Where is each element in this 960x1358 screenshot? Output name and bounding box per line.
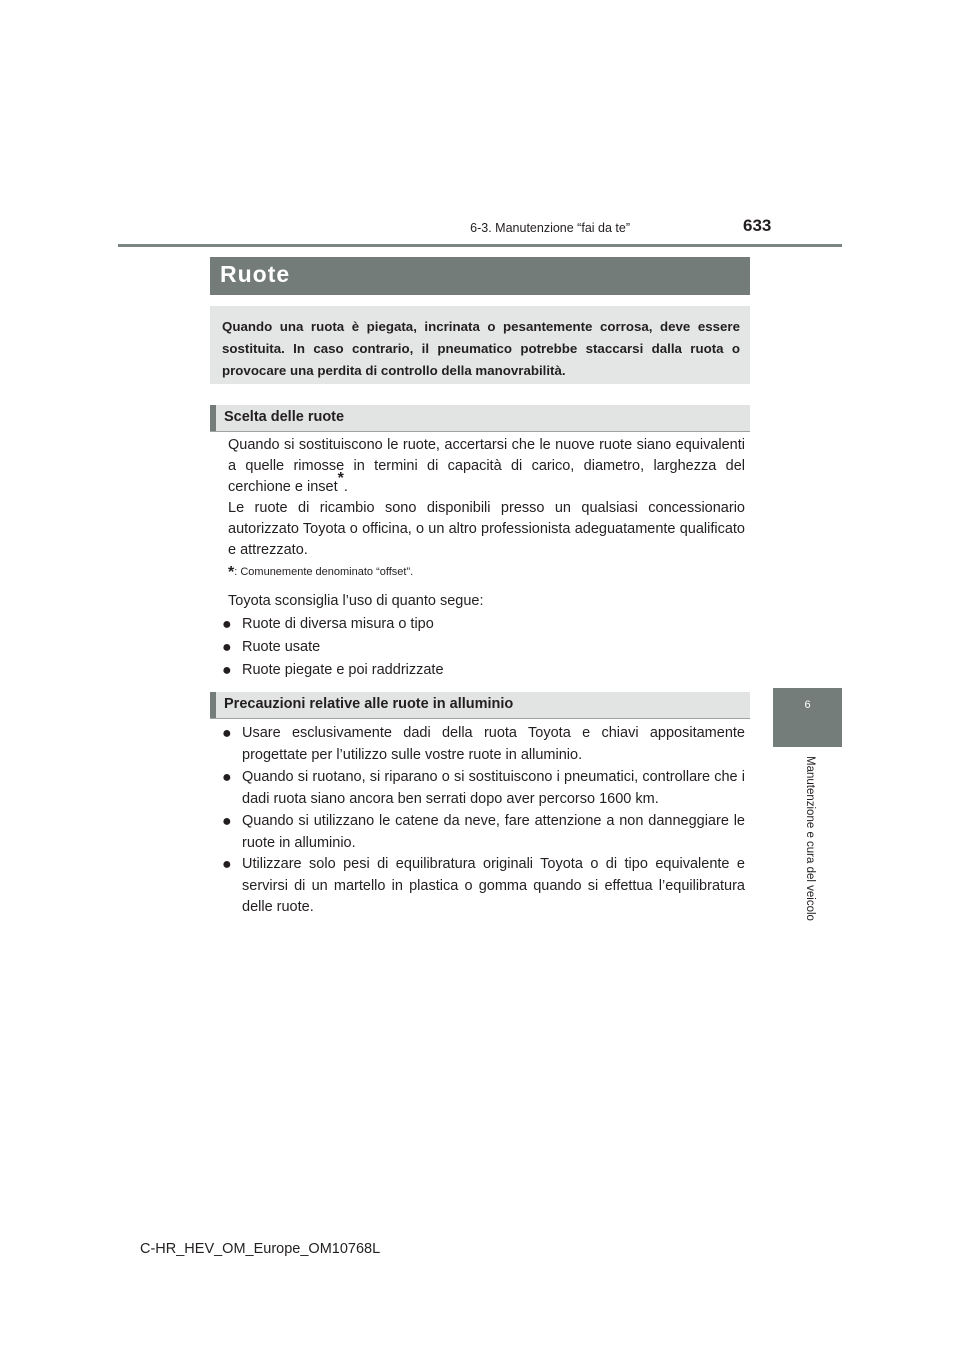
chapter-tab [773,688,842,747]
list-item [222,637,745,659]
footnote [228,564,413,582]
chapter-label: Manutenzione e cura del veicolo [804,756,816,921]
chapter-number: 6 [804,699,811,711]
list-item-text: Ruote usate [242,639,321,655]
paragraph-spare-wheels: Le ruote di ricambio sono disponibili presso un qualsiasi concessionario autorizzato Toyota o officina, o un altro professionista adeguatamente qualificato e attrezzato. [228,500,745,558]
list-item [222,723,745,766]
footer-document-id: C-HR_HEV_OM_Europe_OM10768L [140,1241,381,1257]
header-section-title: 6-3. Manutenzione “fai da te” [470,221,630,235]
bullet-icon: ● [222,725,232,742]
bullet-icon: ● [222,813,232,830]
intro-box [210,306,750,384]
list-item-text: Ruote piegate e poi raddrizzate [242,662,444,678]
intro-text: Quando una ruota è piegata, incrinata o pesantemente corrosa, deve essere sostituita. In caso contrario, il pneumatico potrebbe staccarsi dalla ruota o provocare una perdita di controllo della manovrabilità. [222,319,740,378]
bullet-icon: ● [222,639,232,656]
section-heading-alluminio [210,692,750,719]
page-title: Ruote [220,261,291,287]
list-item [222,854,745,919]
list-item [222,614,745,636]
list-item-text: Quando si ruotano, si riparano o si sostituiscono i pneumatici, controllare che i dadi ruota siano ancora ben serrati dopo aver percorso 1600 km. [242,769,745,807]
asterisk-mark: * [337,470,344,488]
bullet-icon: ● [222,616,232,633]
section-heading-text: Precauzioni relative alle ruote in alluminio [224,696,514,712]
bullet-icon: ● [222,662,232,679]
footnote-asterisk: * [228,564,235,581]
bullet-icon: ● [222,856,232,873]
list-item [222,660,745,682]
recommendation-text: Toyota sconsiglia l’uso di quanto segue: [228,593,484,609]
paragraph-selection-text: Quando si sostituiscono le ruote, accertarsi che le nuove ruote siano equivalenti a quelle rimosse in termini di capacità di carico, diametro, larghezza del cerchione e inset [228,437,745,495]
list-item [222,811,745,854]
section-heading-scelta [210,405,750,432]
page-number: 633 [743,216,772,235]
page-title-bar [210,257,750,295]
paragraph-selection-end: . [343,479,348,495]
list-item [222,767,745,810]
list-item-text: Utilizzare solo pesi di equilibratura originali Toyota o di tipo equivalente e servirsi di un martello in plastica o gomma quando si effettua l’equilibratura delle ruote. [242,856,745,915]
paragraph-selection [228,435,745,498]
bullet-icon: ● [222,769,232,786]
header-divider [118,244,842,247]
section-heading-text: Scelta delle ruote [224,409,345,425]
list-item-text: Usare esclusivamente dadi della ruota Toyota e chiavi appositamente progettate per l’utilizzo sulle vostre ruote in alluminio. [242,725,745,763]
list-item-text: Ruote di diversa misura o tipo [242,616,434,632]
list-item-text: Quando si utilizzano le catene da neve, fare attenzione a non danneggiare le ruote in alluminio. [242,813,745,851]
footnote-text: : Comunemente denominato “offset”. [234,566,414,578]
